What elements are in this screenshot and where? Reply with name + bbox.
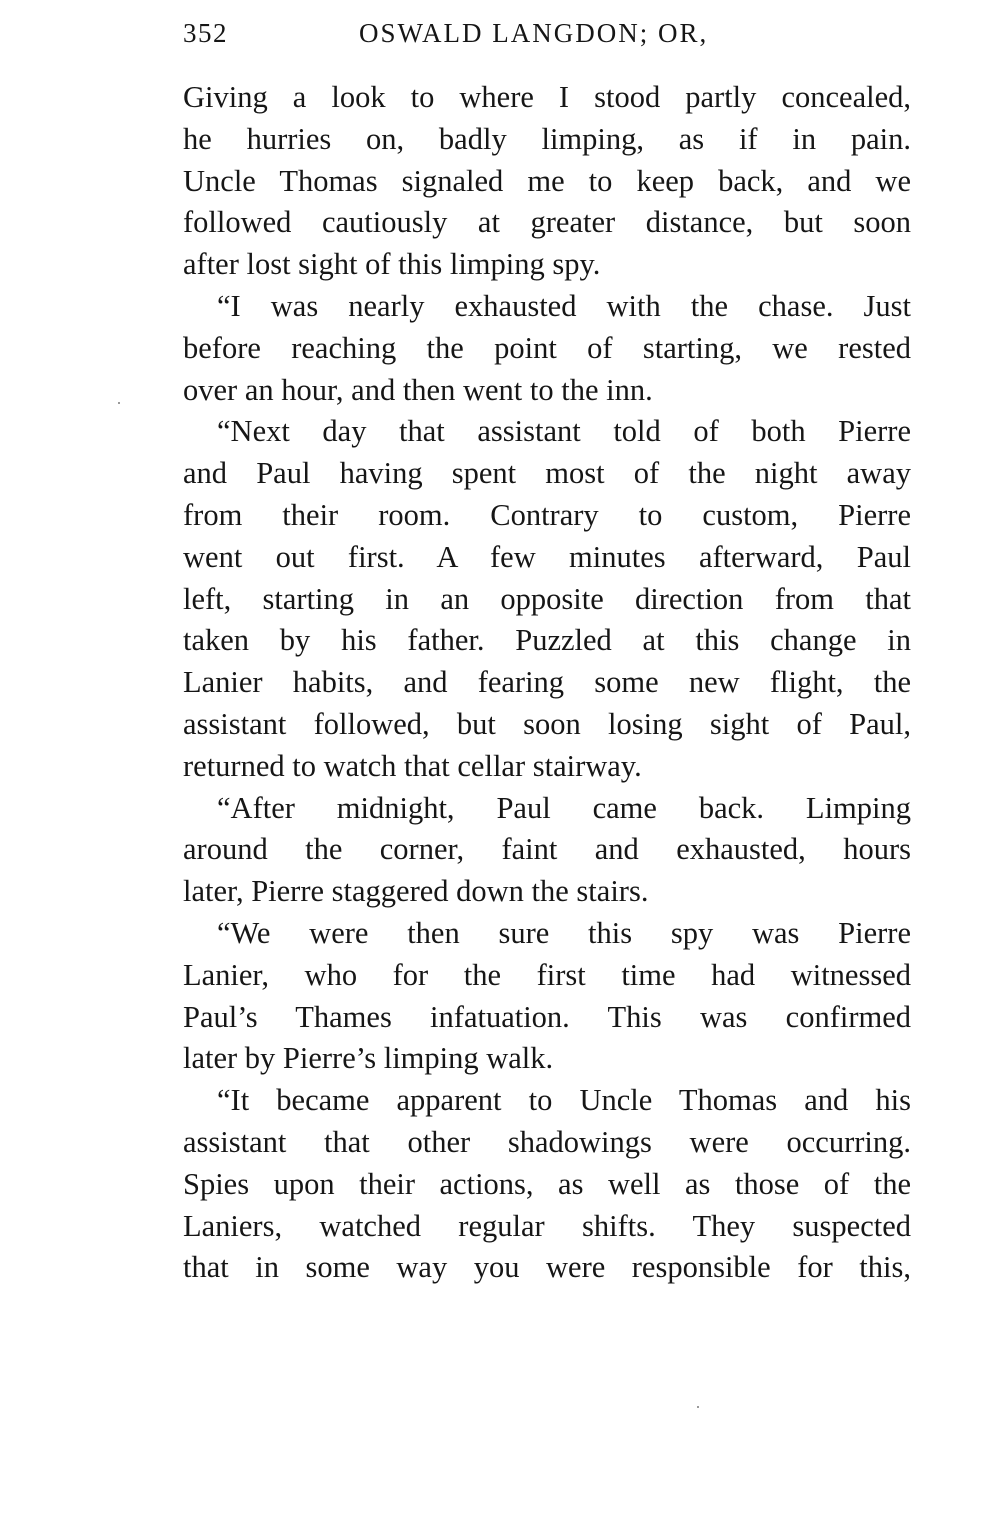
text-line: Uncle Thomas signaled me to keep back, and we [183, 163, 911, 198]
margin-speck [697, 1406, 699, 1408]
body-text [183, 77, 911, 1289]
text-line: Laniers, watched regular shifts. They suspected [183, 1208, 911, 1243]
text-line: Paul’s Thames infatuation. This was confirmed [183, 999, 911, 1034]
text-line: from their room. Contrary to custom, Pierre [183, 497, 911, 532]
paragraph [183, 1080, 911, 1289]
text-line: “After midnight, Paul came back. Limping [217, 790, 911, 825]
text-line: “We were then sure this spy was Pierre [217, 915, 911, 950]
text-line: after lost sight of this limping spy. [183, 247, 601, 282]
text-line: “It became apparent to Uncle Thomas and his [217, 1083, 911, 1118]
text-line: taken by his father. Puzzled at this change in [183, 623, 911, 658]
text-line: “Next day that assistant told of both Pierre [217, 414, 911, 449]
text-line: assistant followed, but soon losing sight of Paul, [183, 706, 911, 741]
text-line: left, starting in an opposite direction from that [183, 581, 911, 616]
text-line: Spies upon their actions, as well as those of the [183, 1166, 911, 1201]
text-line: Giving a look to where I stood partly concealed, [183, 80, 911, 114]
text-line: followed cautiously at greater distance, but soon [183, 205, 911, 240]
paragraph [183, 913, 911, 1080]
text-line: Lanier, who for the first time had witnessed [183, 957, 911, 992]
text-line: later by Pierre’s limping walk. [183, 1041, 554, 1076]
paragraph [183, 788, 911, 913]
text-line: before reaching the point of starting, we rested [183, 330, 911, 365]
paragraph [183, 286, 911, 411]
text-line: and Paul having spent most of the night away [183, 456, 911, 491]
text-line: later, Pierre staggered down the stairs. [183, 874, 649, 909]
text-line: returned to watch that cellar stairway. [183, 748, 642, 783]
page-number: 352 [183, 18, 228, 48]
text-line: Lanier habits, and fearing some new flight, the [183, 665, 911, 700]
text-line: “I was nearly exhausted with the chase. Just [217, 288, 911, 323]
running-head [183, 18, 913, 58]
text-line: he hurries on, badly limping, as if in pain. [183, 121, 911, 156]
running-title: OSWALD LANGDON; OR, [359, 18, 709, 48]
text-line: went out first. A few minutes afterward, Paul [183, 539, 911, 574]
text-line: assistant that other shadowings were occurring. [183, 1124, 911, 1159]
paragraph [183, 77, 911, 286]
paragraph [183, 411, 911, 787]
text-line: over an hour, and then went to the inn. [183, 372, 653, 407]
text-line: that in some way you were responsible for this, [183, 1250, 911, 1285]
margin-speck [118, 402, 120, 404]
text-line: around the corner, faint and exhausted, hours [183, 832, 911, 867]
